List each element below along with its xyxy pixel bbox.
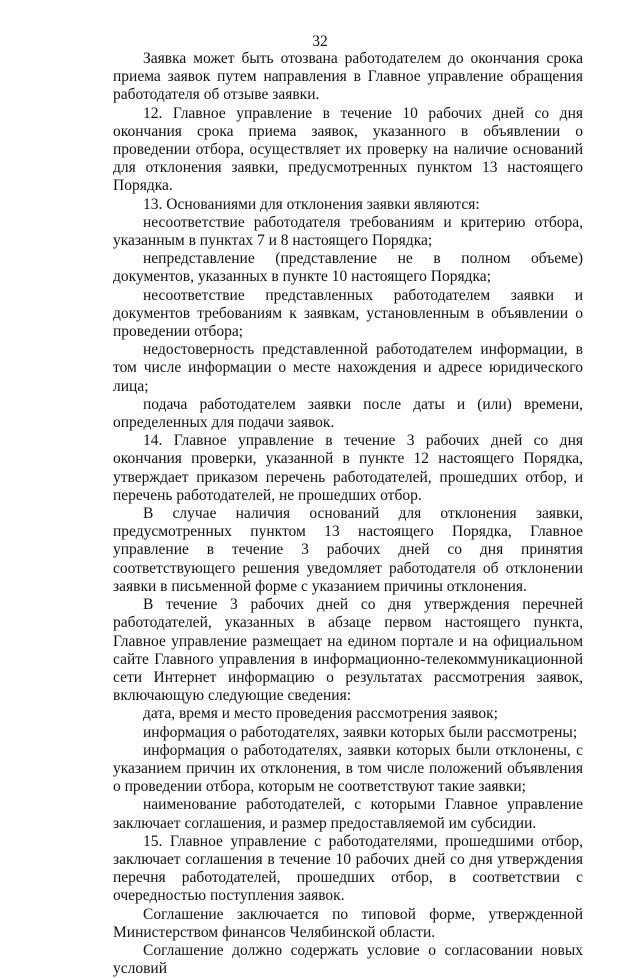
paragraph-info-reviewed: информация о работодателях, заявки которых были рассмотрены; — [143, 723, 578, 741]
paragraph-item-13: 13. Основаниями для отклонения заявки являются: — [143, 195, 480, 213]
paragraph-info-date: дата, время и место проведения рассмотрения заявок; — [143, 705, 498, 723]
paragraph-ground-requirements: несоответствие представленных работодателем заявки и документов требованиям к заявкам, установленным в объявлении о проведении отбора; — [113, 286, 583, 341]
paragraph-publication: В течение 3 рабочих дней со дня утверждения перечней работодателей, указанных в абзаце первом настоящего пункта, Главное управление размещает на едином портале и на официальном сайте Главного управления в информационно-телекоммуникационной сети Интернет информацию о результатах рассмотрения заявок, включающую следующие сведения: — [113, 596, 583, 705]
paragraph-item-14: 14. Главное управление в течение 3 рабочих дней со дня окончания проверки, указанной в пункте 12 настоящего Порядка, утверждает приказом перечень работодателей, прошедших отбор, и перечень работодателей, не прошедших отбор. — [113, 432, 583, 504]
paragraph-ground-false-info: недостоверность представленной работодателем информации, в том числе информации о месте нахождения и адресе юридического лица; — [113, 341, 583, 395]
paragraph-withdrawal: Заявка может быть отозвана работодателем до окончания срока приема заявок путем направления в Главное управление обращения работодателя об отзыве заявки. — [113, 50, 583, 104]
paragraph-agreement-conditions: Соглашение должно содержать условие о согласовании новых условий — [113, 941, 583, 978]
page-number: 32 — [312, 33, 328, 50]
paragraph-info-agreements: наименование работодателей, с которыми Главное управление заключает соглашения, и размер предоставляемой им субсидии. — [113, 796, 583, 832]
paragraph-item-15: 15. Главное управление с работодателями, прошедшими отбор, заключает соглашения в течение 10 рабочих дней со дня утверждения перечня работодателей, прошедших отбор, в соответствии с очередностью поступления заявок. — [113, 832, 583, 905]
paragraph-ground-late-submission: подача работодателем заявки после даты и (или) времени, определенных для подачи заявок. — [113, 395, 583, 432]
paragraph-ground-noncompliance: несоответствие работодателя требованиям и критерию отбора, указанным в пунктах 7 и 8 настоящего Порядка; — [113, 213, 583, 250]
paragraph-info-rejected: информация о работодателях, заявки которых были отклонены, с указанием причин их отклонения, в том числе положений объявления о проведении отбора, которым не соответствуют такие заявки; — [113, 741, 583, 796]
paragraph-ground-nonsubmission: непредставление (представление не в полном объеме) документов, указанных в пункте 10 настоящего Порядка; — [113, 250, 583, 286]
paragraph-agreement-form: Соглашение заключается по типовой форме, утвержденной Министерством финансов Челябинской области. — [113, 905, 583, 941]
paragraph-item-12: 12. Главное управление в течение 10 рабочих дней со дня окончания срока приема заявок, указанного в объявлении о проведении отбора, осуществляет их проверку на наличие оснований для отклонения заявки, предусмотренных пунктом 13 настоящего Порядка. — [113, 104, 583, 195]
paragraph-rejection-notice: В случае наличия оснований для отклонения заявки, предусмотренных пунктом 13 настоящего Порядка, Главное управление в течение 3 рабочих дней со дня принятия соответствующего решения уведомляет работодателя об отклонении заявки в письменной форме с указанием причины отклонения. — [113, 505, 583, 595]
document-body — [113, 50, 583, 978]
